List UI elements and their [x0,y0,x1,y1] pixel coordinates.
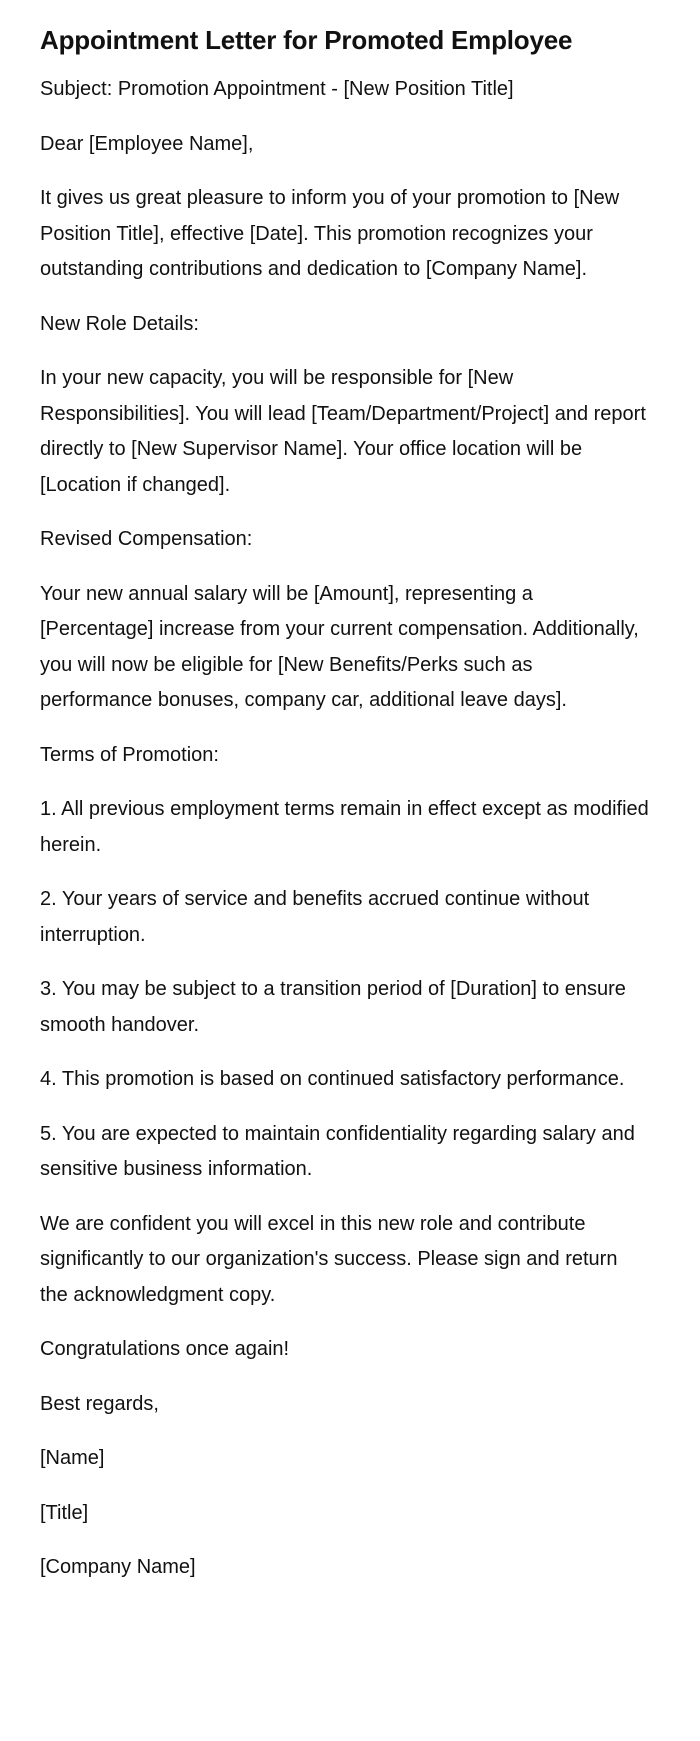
closing-paragraph: We are confident you will excel in this new role and contribute significantly to our organization's success. Please sign and return the acknowledgment copy. [40,1212,618,1306]
document-title: Appointment Letter for Promoted Employee [40,25,573,55]
signature-name: [Name] [40,1447,105,1469]
compensation-paragraph: Your new annual salary will be [Amount], representing a [Percentage] increase from your current compensation. Additionally, you will now be eligible for [New Benefits/Perks such as performance bonuses, company car, additional leave days]. [40,582,639,711]
role-paragraph: In your new capacity, you will be responsible for [New Responsibilities]. You will lead [Team/Department/Project] and report directly to [New Supervisor Name]. Your office location will be [Location if changed]. [40,367,646,496]
salutation: Dear [Employee Name], [40,132,254,155]
signature-company: [Company Name] [40,1556,196,1578]
term-item: 5. You are expected to maintain confidentiality regarding salary and sensitive business information. [40,1122,635,1180]
term-item: 4. This promotion is based on continued satisfactory performance. [40,1068,625,1090]
intro-paragraph: It gives us great pleasure to inform you of your promotion to [New Position Title], effective [Date]. This promotion recognizes your outstanding contributions and dedication to [Company Name]. [40,187,620,280]
terms-heading: Terms of Promotion: [40,743,219,766]
term-item: 2. Your years of service and benefits accrued continue without interruption. [40,888,590,946]
role-heading: New Role Details: [40,312,199,335]
term-item: 1. All previous employment terms remain in effect except as modified herein. [40,798,649,856]
compensation-heading: Revised Compensation: [40,528,253,550]
term-item: 3. You may be subject to a transition period of [Duration] to ensure smooth handover. [40,978,626,1036]
congratulations-line: Congratulations once again! [40,1338,290,1360]
sign-off: Best regards, [40,1392,159,1415]
subject-line: Subject: Promotion Appointment - [New Position Title] [40,78,514,100]
signature-title: [Title] [40,1501,89,1524]
